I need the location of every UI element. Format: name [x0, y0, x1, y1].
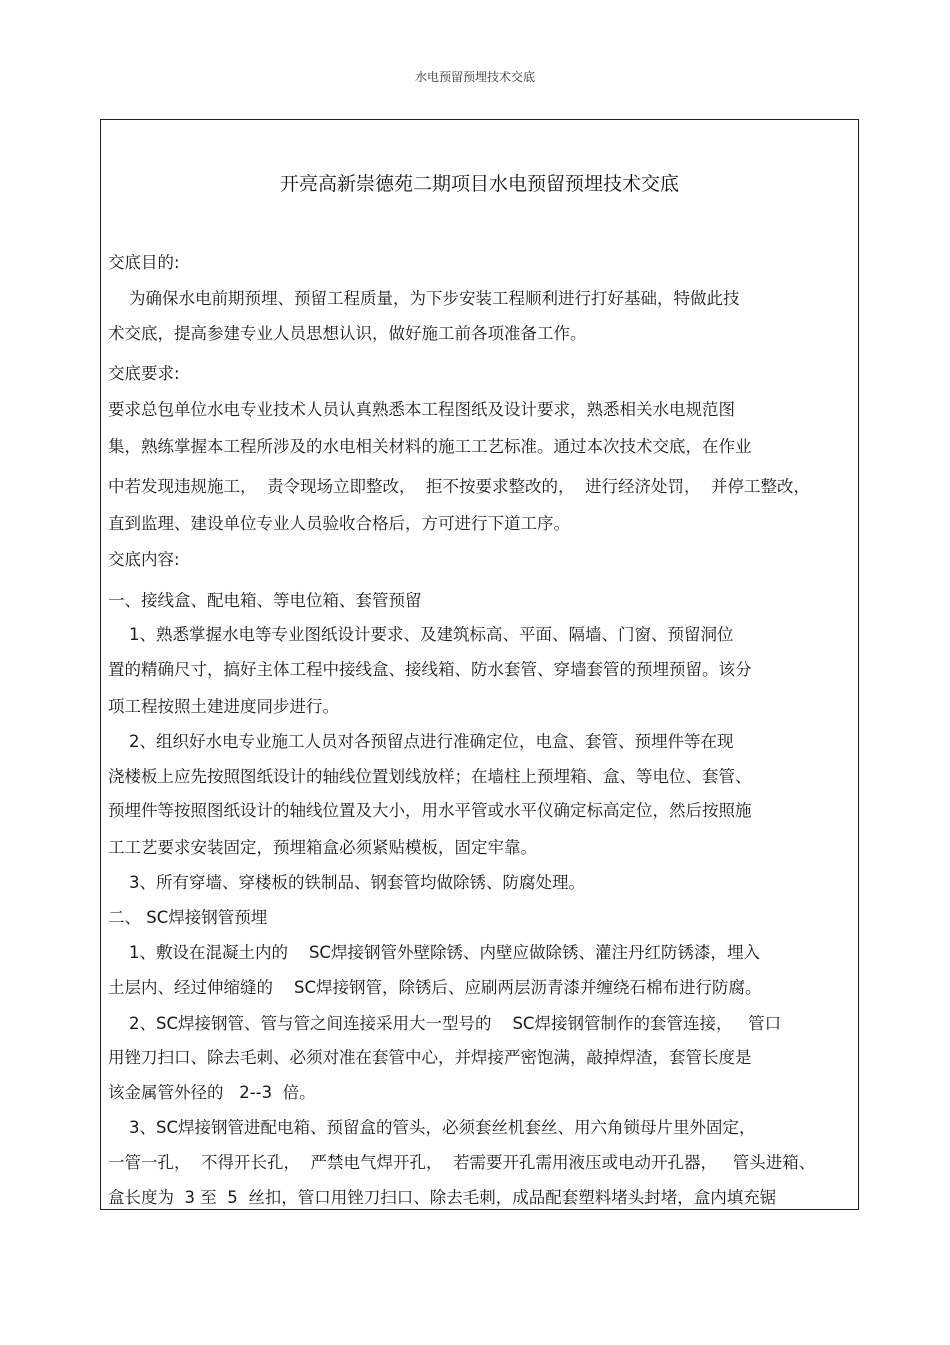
body-line: 盒长度为 3 至 5 丝扣，管口用锉刀扫口、除去毛刺，成品配套塑料堵头封堵，盒内填充锯	[108, 1188, 777, 1207]
body-line: 浇楼板上应先按照图纸设计的轴线位置划线放样；在墙柱上预埋箱、盒、等电位、套管、	[108, 767, 752, 786]
body-line: 交底内容:	[108, 550, 180, 569]
body-line: 交底目的:	[108, 253, 180, 272]
body-line: 3、所有穿墙、穿楼板的铁制品、钢套管均做除锈、防腐处理。	[108, 873, 585, 892]
running-header: 水电预留预埋技术交底	[414, 70, 535, 84]
body-line: 3、SC焊接钢管进配电箱、预留盒的管头，必须套丝机套丝、用六角锁母片里外固定，	[108, 1118, 756, 1137]
body-line: 直到监理、建设单位专业人员验收合格后，方可进行下道工序。	[108, 514, 570, 533]
body-line: 1、熟悉掌握水电等专业图纸设计要求、及建筑标高、平面、隔墙、门窗、预留洞位	[108, 625, 734, 644]
body-line: 要求总包单位水电专业技术人员认真熟悉本工程图纸及设计要求，熟悉相关水电规范图	[108, 400, 735, 419]
body-line: 一、接线盒、配电箱、等电位箱、套管预留	[108, 591, 422, 610]
body-line: 集，熟练掌握本工程所涉及的水电相关材料的施工工艺标准。通过本次技术交底，在作业	[108, 437, 752, 456]
body-line: 土层内、经过伸缩缝的 SC焊接钢管，除锈后、应刷两层沥青漆并缠绕石棉布进行防腐。	[108, 978, 762, 997]
body-line: 术交底，提高参建专业人员思想认识，做好施工前各项准备工作。	[108, 324, 587, 343]
body-line: 2、SC焊接钢管、管与管之间连接采用大一型号的 SC焊接钢管制作的套管连接， 管口	[108, 1014, 782, 1033]
body-line: 一管一孔， 不得开长孔， 严禁电气焊开孔， 若需要开孔需用液压或电动开孔器， 管头进箱、	[108, 1153, 816, 1172]
body-line: 二、 SC焊接钢管预埋	[108, 908, 268, 927]
document-title: 开亮高新崇德苑二期项目水电预留预埋技术交底	[279, 173, 679, 195]
body-line: 用锉刀扫口、除去毛刺、必须对准在套管中心，并焊接严密饱满，敲掉焊渣，套管长度是	[108, 1048, 752, 1067]
body-line: 为确保水电前期预埋、预留工程质量，为下步安装工程顺利进行打好基础，特做此技	[108, 289, 740, 308]
body-line: 中若发现违规施工， 责令现场立即整改， 拒不按要求整改的， 进行经济处罚， 并停工整改，	[108, 477, 810, 496]
body-line: 项工程按照土建进度同步进行。	[108, 697, 339, 716]
body-line: 交底要求:	[108, 364, 180, 383]
body-line: 置的精确尺寸，搞好主体工程中接线盒、接线箱、防水套管、穿墙套管的预埋预留。该分	[108, 660, 752, 679]
body-line: 1、敷设在混凝土内的 SC焊接钢管外壁除锈、内壁应做除锈、灌注丹红防锈漆，埋入	[108, 943, 760, 962]
body-line: 工工艺要求安装固定，预埋箱盒必须紧贴模板，固定牢靠。	[108, 838, 537, 857]
body-line: 预埋件等按照图纸设计的轴线位置及大小，用水平管或水平仪确定标高定位，然后按照施	[108, 801, 752, 820]
body-line: 该金属管外径的 2--3 倍。	[108, 1083, 316, 1102]
body-line: 2、组织好水电专业施工人员对各预留点进行准确定位，电盒、套管、预埋件等在现	[108, 732, 734, 751]
